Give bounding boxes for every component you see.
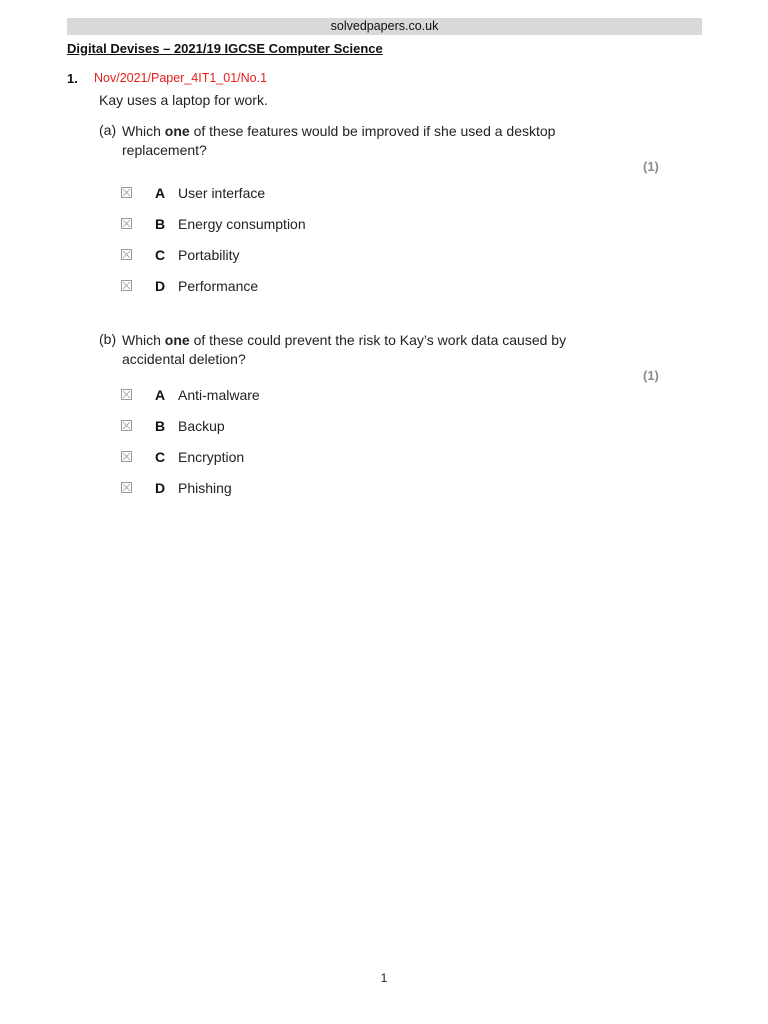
option-letter: B <box>155 216 166 232</box>
checkbox-icon[interactable] <box>121 280 132 291</box>
part-a-question: Which one of these features would be improved if she used a desktop replacement? <box>122 123 556 158</box>
option-text: Encryption <box>178 449 245 465</box>
part-b-question: Which one of these could prevent the risk to Kay’s work data caused by accidental deletion? <box>122 332 567 367</box>
option-text: Energy consumption <box>178 216 306 232</box>
part-b-marks: (1) <box>643 368 659 383</box>
checkbox-icon[interactable] <box>121 218 132 229</box>
option-text: User interface <box>178 185 266 201</box>
option-text: Performance <box>178 278 259 294</box>
site-header-bar <box>67 18 702 35</box>
option-text: Phishing <box>178 480 232 496</box>
checkbox-icon[interactable] <box>121 389 132 400</box>
option-letter: C <box>155 247 166 263</box>
option-letter: C <box>155 449 166 465</box>
question-stem: Kay uses a laptop for work. <box>99 92 268 108</box>
option-letter: D <box>155 278 166 294</box>
part-a-marks: (1) <box>643 159 659 174</box>
part-a-label: (a) <box>99 122 117 138</box>
checkbox-icon[interactable] <box>121 249 132 260</box>
checkbox-icon[interactable] <box>121 420 132 431</box>
option-letter: A <box>155 387 166 403</box>
checkbox-icon[interactable] <box>121 187 132 198</box>
option-letter: B <box>155 418 166 434</box>
site-name: solvedpapers.co.uk <box>330 19 439 33</box>
option-text: Backup <box>178 418 225 434</box>
question-number: 1. <box>67 71 78 86</box>
option-text: Anti-malware <box>178 387 260 403</box>
option-letter: A <box>155 185 166 201</box>
document-title: Digital Devises – 2021/19 IGCSE Computer Science <box>67 41 383 56</box>
option-text: Portability <box>178 247 240 263</box>
checkbox-icon[interactable] <box>121 451 132 462</box>
question-reference: Nov/2021/Paper_4IT1_01/No.1 <box>94 71 268 85</box>
checkbox-icon[interactable] <box>121 482 132 493</box>
page-number: 1 <box>380 971 388 985</box>
option-letter: D <box>155 480 166 496</box>
part-b-label: (b) <box>99 331 117 347</box>
